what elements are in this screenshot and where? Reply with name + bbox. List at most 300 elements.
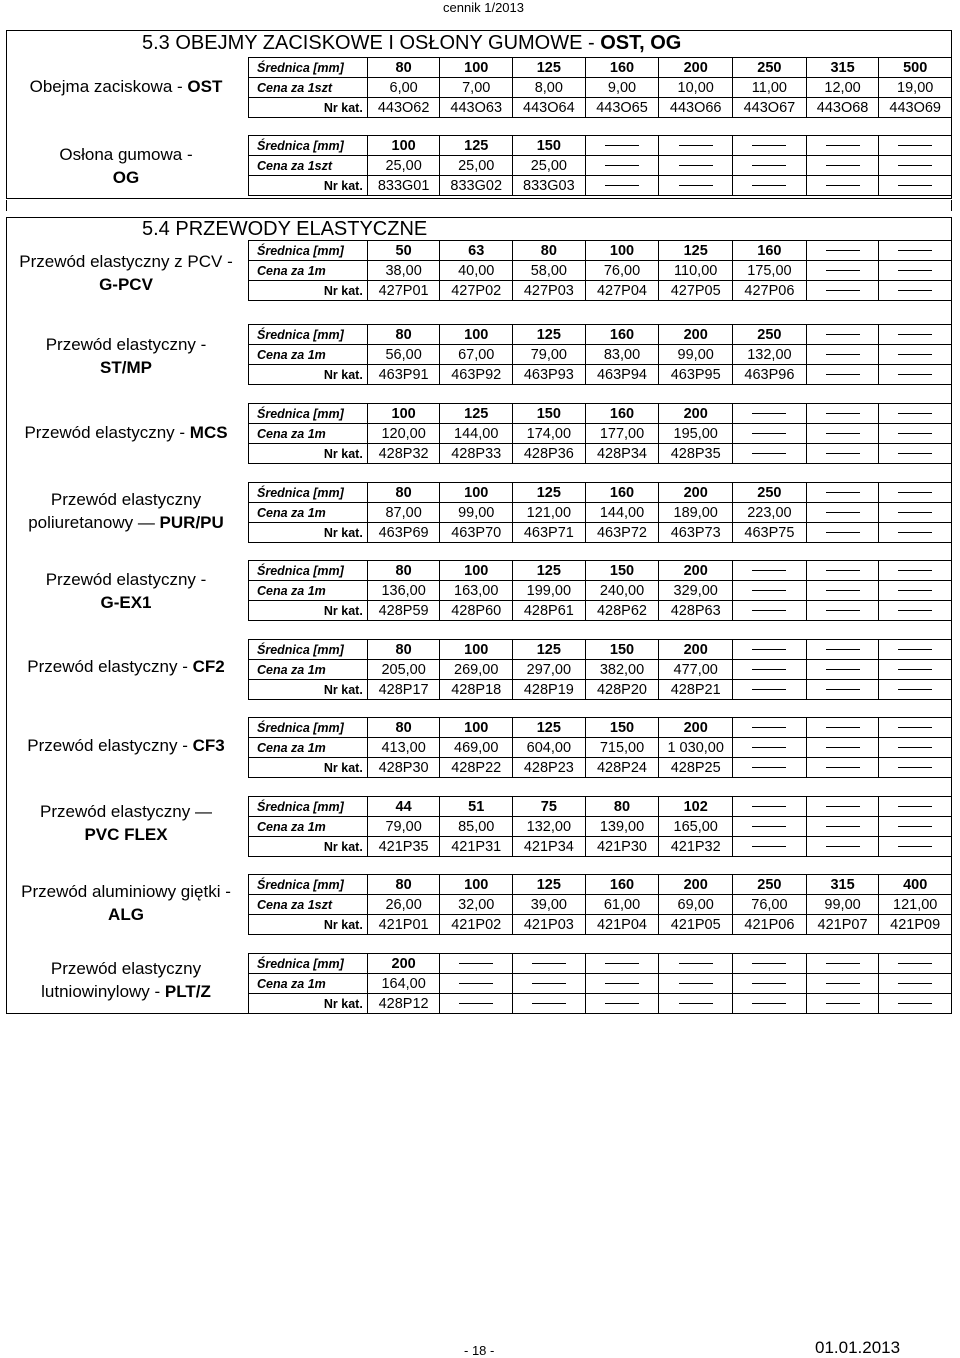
dash-mark [679, 963, 713, 964]
value-cell: 428P19 [513, 680, 586, 700]
value-cell: 500 [879, 58, 952, 78]
empty-cell-dash [733, 404, 807, 424]
empty-cell-dash [733, 994, 807, 1014]
value-cell: 189,00 [659, 503, 733, 523]
product-name-alg [8, 880, 244, 926]
empty-cell-dash [440, 954, 513, 974]
dash-mark [752, 669, 786, 670]
empty-cell-dash [806, 483, 879, 503]
empty-cell-dash [585, 156, 659, 176]
value-cell: 125 [513, 561, 586, 581]
empty-cell-dash [659, 994, 733, 1014]
empty-cell-dash [733, 640, 807, 660]
value-cell: 428P18 [440, 680, 513, 700]
empty-cell-dash [659, 136, 733, 156]
row-label: Średnica [mm] [249, 325, 368, 345]
dash-mark [898, 512, 932, 513]
empty-cell-dash [733, 797, 807, 817]
product-name-og [8, 143, 244, 189]
dash-mark [898, 669, 932, 670]
dash-mark [605, 1003, 639, 1004]
empty-cell-dash [879, 954, 952, 974]
value-cell: 463P75 [733, 523, 807, 543]
empty-cell-dash [513, 994, 586, 1014]
product-name-line: lutniowinylowy - [41, 982, 165, 1001]
product-name-line: poliuretanowy — [28, 513, 160, 532]
dash-mark [898, 846, 932, 847]
value-cell: 164,00 [367, 974, 440, 994]
diameter-row [249, 797, 952, 817]
value-cell: 100 [440, 875, 513, 895]
value-cell: 32,00 [440, 895, 513, 915]
product-code: MCS [189, 423, 228, 442]
value-cell: 85,00 [440, 817, 513, 837]
value-cell: 269,00 [440, 660, 513, 680]
dash-mark [605, 145, 639, 146]
value-cell: 125 [513, 875, 586, 895]
value-cell: 144,00 [585, 503, 659, 523]
catalog-number-row [249, 365, 952, 385]
empty-cell-dash [879, 176, 952, 196]
row-label: Średnica [mm] [249, 875, 368, 895]
empty-cell-dash [513, 974, 586, 994]
empty-cell-dash [879, 994, 952, 1014]
value-cell: 427P05 [659, 281, 733, 301]
dash-mark [826, 290, 860, 291]
value-cell: 79,00 [513, 345, 586, 365]
value-cell: 400 [879, 875, 952, 895]
empty-cell-dash [806, 365, 879, 385]
value-cell: 421P01 [367, 915, 440, 935]
product-name-line: Przewód aluminiowy giętki - [21, 882, 231, 901]
spec-table-cf2 [248, 639, 952, 700]
value-cell: 421P35 [367, 837, 440, 857]
empty-cell-dash [733, 837, 807, 857]
empty-cell-dash [806, 994, 879, 1014]
catalog-number-row [249, 837, 952, 857]
empty-cell-dash [879, 640, 952, 660]
value-cell: 443O69 [879, 98, 952, 118]
value-cell: 25,00 [440, 156, 513, 176]
value-cell: 200 [659, 640, 733, 660]
empty-cell-dash [806, 837, 879, 857]
value-cell: 11,00 [733, 78, 807, 98]
value-cell: 200 [659, 875, 733, 895]
dash-mark [752, 806, 786, 807]
value-cell: 250 [733, 875, 807, 895]
value-cell: 421P07 [806, 915, 879, 935]
product-code: PVC FLEX [84, 825, 168, 844]
empty-cell-dash [879, 797, 952, 817]
dash-mark [898, 290, 932, 291]
value-cell: 160 [585, 325, 659, 345]
empty-cell-dash [806, 758, 879, 778]
value-cell: 39,00 [513, 895, 586, 915]
empty-cell-dash [879, 503, 952, 523]
dash-mark [898, 963, 932, 964]
value-cell: 428P21 [659, 680, 733, 700]
product-code: PUR/PU [159, 513, 224, 532]
value-cell: 315 [806, 58, 879, 78]
row-label: Nr kat. [249, 281, 368, 301]
value-cell: 75 [513, 797, 586, 817]
value-cell: 8,00 [513, 78, 586, 98]
dash-mark [898, 610, 932, 611]
product-name-ost [8, 75, 244, 98]
empty-cell-dash [733, 601, 807, 621]
empty-cell-dash [879, 156, 952, 176]
dash-mark [898, 983, 932, 984]
empty-cell-dash [733, 156, 807, 176]
product-name-gpcv [8, 250, 244, 296]
dash-mark [898, 747, 932, 748]
row-label: Średnica [mm] [249, 954, 368, 974]
row-label: Średnica [mm] [249, 718, 368, 738]
value-cell: 160 [585, 483, 659, 503]
value-cell: 463P70 [440, 523, 513, 543]
empty-cell-dash [733, 561, 807, 581]
section-title-text: 5.3 OBEJMY ZACISKOWE I OSŁONY GUMOWE - [142, 32, 601, 54]
dash-mark [898, 767, 932, 768]
empty-cell-dash [879, 281, 952, 301]
row-label: Nr kat. [249, 98, 368, 118]
empty-cell-dash [879, 444, 952, 464]
product-name-mcs [8, 421, 244, 444]
value-cell: 83,00 [585, 345, 659, 365]
product-code: ALG [108, 905, 144, 924]
value-cell: 463P73 [659, 523, 733, 543]
value-cell: 26,00 [367, 895, 440, 915]
value-cell: 125 [659, 241, 733, 261]
empty-cell-dash [879, 523, 952, 543]
diameter-row [249, 718, 952, 738]
value-cell: 421P32 [659, 837, 733, 857]
value-cell: 121,00 [513, 503, 586, 523]
dash-mark [898, 413, 932, 414]
value-cell: 421P02 [440, 915, 513, 935]
price-row [249, 424, 952, 444]
value-cell: 100 [367, 404, 440, 424]
price-row [249, 345, 952, 365]
dash-mark [898, 689, 932, 690]
product-code: ST/MP [100, 358, 152, 377]
diameter-row [249, 325, 952, 345]
value-cell: 61,00 [585, 895, 659, 915]
value-cell: 833G01 [367, 176, 440, 196]
value-cell: 6,00 [367, 78, 440, 98]
value-cell: 833G03 [513, 176, 586, 196]
value-cell: 200 [659, 325, 733, 345]
value-cell: 443O62 [367, 98, 440, 118]
spec-table-ost [248, 57, 952, 118]
row-separator [6, 857, 952, 868]
product-name-stmp [8, 333, 244, 379]
value-cell: 195,00 [659, 424, 733, 444]
empty-cell-dash [733, 738, 807, 758]
dash-mark [752, 767, 786, 768]
value-cell: 80 [513, 241, 586, 261]
value-cell: 150 [585, 640, 659, 660]
value-cell: 200 [367, 954, 440, 974]
row-label: Średnica [mm] [249, 241, 368, 261]
row-label: Nr kat. [249, 680, 368, 700]
value-cell: 428P22 [440, 758, 513, 778]
value-cell: 205,00 [367, 660, 440, 680]
empty-cell-dash [879, 680, 952, 700]
value-cell: 604,00 [513, 738, 586, 758]
dash-mark [752, 727, 786, 728]
row-label: Nr kat. [249, 444, 368, 464]
product-code: CF3 [192, 736, 225, 755]
empty-cell-dash [806, 817, 879, 837]
catalog-number-row [249, 523, 952, 543]
row-label: Cena za 1szt [249, 156, 368, 176]
row-label: Średnica [mm] [249, 640, 368, 660]
empty-cell-dash [879, 365, 952, 385]
empty-cell-dash [440, 994, 513, 1014]
value-cell: 79,00 [367, 817, 440, 837]
dash-mark [752, 590, 786, 591]
dash-mark [826, 846, 860, 847]
dash-mark [826, 145, 860, 146]
value-cell: 50 [367, 241, 440, 261]
value-cell: 200 [659, 58, 733, 78]
price-row [249, 261, 952, 281]
dash-mark [898, 165, 932, 166]
spec-table-purpu [248, 482, 952, 543]
empty-cell-dash [806, 561, 879, 581]
row-label: Cena za 1m [249, 738, 368, 758]
row-label: Średnica [mm] [249, 797, 368, 817]
value-cell: 469,00 [440, 738, 513, 758]
empty-cell-dash [879, 837, 952, 857]
empty-cell-dash [806, 444, 879, 464]
value-cell: 421P03 [513, 915, 586, 935]
dash-mark [826, 669, 860, 670]
value-cell: 87,00 [367, 503, 440, 523]
value-cell: 80 [367, 875, 440, 895]
value-cell: 428P24 [585, 758, 659, 778]
catalog-number-row [249, 601, 952, 621]
empty-cell-dash [733, 718, 807, 738]
empty-cell-dash [879, 404, 952, 424]
empty-cell-dash [806, 954, 879, 974]
dash-mark [826, 165, 860, 166]
dash-mark [826, 747, 860, 748]
value-cell: 121,00 [879, 895, 952, 915]
row-separator [6, 778, 952, 789]
spec-table-alg [248, 874, 952, 935]
price-row [249, 895, 952, 915]
row-label: Nr kat. [249, 365, 368, 385]
value-cell: 382,00 [585, 660, 659, 680]
dash-mark [826, 649, 860, 650]
product-code: G-EX1 [100, 593, 152, 612]
row-label: Nr kat. [249, 523, 368, 543]
value-cell: 421P06 [733, 915, 807, 935]
value-cell: 63 [440, 241, 513, 261]
dash-mark [826, 826, 860, 827]
value-cell: 427P01 [367, 281, 440, 301]
value-cell: 80 [367, 58, 440, 78]
dash-mark [752, 963, 786, 964]
value-cell: 163,00 [440, 581, 513, 601]
dash-mark [898, 433, 932, 434]
value-cell: 315 [806, 875, 879, 895]
value-cell: 443O66 [659, 98, 733, 118]
dash-mark [898, 145, 932, 146]
value-cell: 150 [585, 561, 659, 581]
dash-mark [898, 806, 932, 807]
row-label: Cena za 1m [249, 503, 368, 523]
dash-mark [898, 354, 932, 355]
product-code: OG [112, 168, 140, 187]
empty-cell-dash [733, 444, 807, 464]
product-name-line: Przewód elastyczny - [45, 570, 207, 589]
value-cell: 125 [513, 325, 586, 345]
value-cell: 427P06 [733, 281, 807, 301]
dash-mark [605, 983, 639, 984]
value-cell: 428P34 [585, 444, 659, 464]
dash-mark [752, 185, 786, 186]
value-cell: 421P05 [659, 915, 733, 935]
value-cell: 80 [367, 640, 440, 660]
value-cell: 10,00 [659, 78, 733, 98]
dash-mark [826, 610, 860, 611]
value-cell: 132,00 [513, 817, 586, 837]
dash-mark [898, 1003, 932, 1004]
value-cell: 428P61 [513, 601, 586, 621]
row-label: Cena za 1szt [249, 78, 368, 98]
empty-cell-dash [806, 680, 879, 700]
row-label: Średnica [mm] [249, 404, 368, 424]
value-cell: 421P31 [440, 837, 513, 857]
dash-mark [826, 512, 860, 513]
catalog-number-row [249, 98, 952, 118]
diameter-row [249, 640, 952, 660]
dash-mark [459, 1003, 493, 1004]
empty-cell-dash [806, 261, 879, 281]
value-cell: 463P72 [585, 523, 659, 543]
row-label: Cena za 1m [249, 817, 368, 837]
value-cell: 463P94 [585, 365, 659, 385]
dash-mark [752, 747, 786, 748]
spec-table-mcs [248, 403, 952, 464]
value-cell: 125 [513, 640, 586, 660]
empty-cell-dash [879, 325, 952, 345]
catalog-number-row [249, 994, 952, 1014]
empty-cell-dash [806, 156, 879, 176]
row-separator [6, 464, 952, 475]
spec-table-stmp [248, 324, 952, 385]
value-cell: 421P30 [585, 837, 659, 857]
row-label: Nr kat. [249, 915, 368, 935]
dash-mark [752, 689, 786, 690]
value-cell: 463P93 [513, 365, 586, 385]
empty-cell-dash [806, 974, 879, 994]
value-cell: 125 [513, 58, 586, 78]
value-cell: 428P63 [659, 601, 733, 621]
value-cell: 199,00 [513, 581, 586, 601]
value-cell: 428P33 [440, 444, 513, 464]
diameter-row [249, 483, 952, 503]
product-name-line: Przewód elastyczny [50, 959, 202, 978]
value-cell: 463P95 [659, 365, 733, 385]
value-cell: 715,00 [585, 738, 659, 758]
empty-cell-dash [879, 136, 952, 156]
value-cell: 80 [367, 561, 440, 581]
value-cell: 100 [367, 136, 440, 156]
empty-cell-dash [879, 718, 952, 738]
empty-cell-dash [806, 281, 879, 301]
value-cell: 463P96 [733, 365, 807, 385]
empty-cell-dash [879, 241, 952, 261]
value-cell: 19,00 [879, 78, 952, 98]
empty-cell-dash [659, 176, 733, 196]
empty-cell-dash [806, 241, 879, 261]
value-cell: 428P60 [440, 601, 513, 621]
empty-cell-dash [806, 601, 879, 621]
row-label: Średnica [mm] [249, 483, 368, 503]
row-label: Nr kat. [249, 176, 368, 196]
empty-cell-dash [733, 581, 807, 601]
empty-cell-dash [879, 561, 952, 581]
value-cell: 9,00 [585, 78, 659, 98]
row-label: Cena za 1m [249, 974, 368, 994]
empty-cell-dash [659, 954, 733, 974]
value-cell: 150 [585, 718, 659, 738]
value-cell: 477,00 [659, 660, 733, 680]
spec-table-gex1 [248, 560, 952, 621]
spec-table-gpcv [248, 240, 952, 301]
diameter-row [249, 136, 952, 156]
row-separator [6, 117, 952, 128]
value-cell: 428P35 [659, 444, 733, 464]
value-cell: 100 [440, 561, 513, 581]
dash-mark [752, 1003, 786, 1004]
product-name-pvcflex [8, 800, 244, 846]
dash-mark [532, 963, 566, 964]
dash-mark [826, 689, 860, 690]
value-cell: 76,00 [585, 261, 659, 281]
row-label: Cena za 1m [249, 345, 368, 365]
empty-cell-dash [879, 601, 952, 621]
value-cell: 428P12 [367, 994, 440, 1014]
dash-mark [826, 492, 860, 493]
value-cell: 100 [585, 241, 659, 261]
value-cell: 160 [733, 241, 807, 261]
empty-cell-dash [585, 176, 659, 196]
value-cell: 443O68 [806, 98, 879, 118]
value-cell: 200 [659, 483, 733, 503]
dash-mark [752, 846, 786, 847]
row-label: Nr kat. [249, 601, 368, 621]
diameter-row [249, 58, 952, 78]
catalog-number-row [249, 444, 952, 464]
value-cell: 177,00 [585, 424, 659, 444]
dash-mark [605, 963, 639, 964]
section-title-code: OST, OG [600, 32, 682, 54]
value-cell: 413,00 [367, 738, 440, 758]
dash-mark [459, 963, 493, 964]
value-cell: 110,00 [659, 261, 733, 281]
dash-mark [826, 767, 860, 768]
value-cell: 428P36 [513, 444, 586, 464]
product-name-line: Przewód elastyczny - [27, 736, 193, 755]
dash-mark [752, 433, 786, 434]
value-cell: 443O65 [585, 98, 659, 118]
price-row [249, 503, 952, 523]
